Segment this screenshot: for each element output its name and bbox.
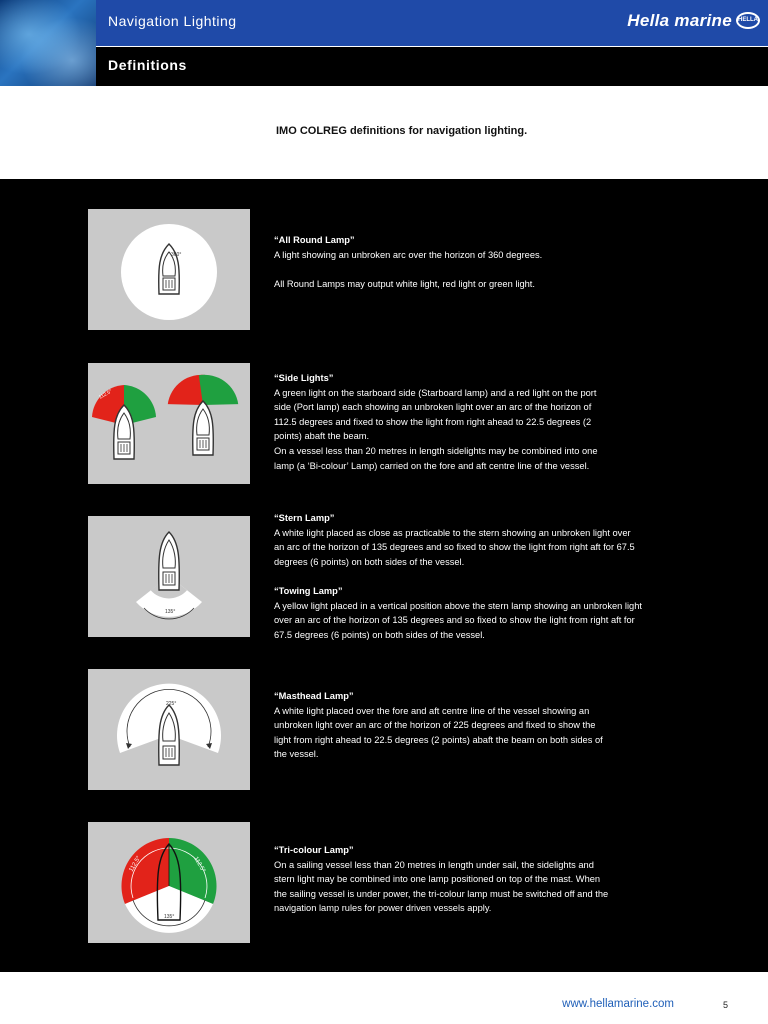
- section-line: the vessel.: [274, 749, 319, 760]
- page-number: 5: [722, 1000, 728, 1010]
- diagram-label: 112.5°: [192, 856, 206, 874]
- stern-lamp-text: [274, 511, 694, 642]
- section-line: light from right ahead to 22.5 degrees (2 points) abaft the beam on both sides of: [274, 734, 603, 745]
- section-line: an arc of the horizon of 135 degrees and so fixed to show the light from right aft for 67.5: [274, 542, 635, 553]
- brand-logo: Hella marine: [627, 11, 732, 30]
- section-line: 112.5 degrees and fixed to show the light from right ahead to 22.5 degrees (2: [274, 416, 592, 427]
- section-line: A white light placed as close as practicable to the stern showing an unbroken light over: [274, 527, 631, 538]
- section-line: 67.5 degrees (6 points) on both sides of the vessel.: [274, 629, 485, 640]
- all-round-text: [274, 233, 694, 291]
- section-line: A light showing an unbroken arc over the horizon of 360 degrees.: [274, 249, 543, 260]
- section-title: “Towing Lamp”: [274, 585, 343, 596]
- section-line: stern light may be combined into one lamp positioned on top of the mast. When: [274, 874, 601, 885]
- section-line: side (Port lamp) each showing an unbroken light over an arc of the horizon of: [274, 402, 592, 413]
- tri-colour-lamp-text: [274, 843, 694, 916]
- section-line: degrees (6 points) on both sides of the vessel.: [274, 556, 465, 567]
- diagram-label: 360°: [171, 252, 182, 258]
- diagram-label: 135°: [165, 609, 176, 615]
- section-title: “All Round Lamp”: [274, 235, 355, 245]
- section-title: “Masthead Lamp”: [274, 691, 354, 701]
- diagram-label: 112.5°: [98, 388, 114, 401]
- header-title: Navigation Lighting: [108, 13, 237, 29]
- hella-badge-icon: HELLA: [736, 12, 760, 29]
- masthead-lamp-diagram: [88, 669, 250, 790]
- section-line: the sailing vessel is under power, the tri-colour lamp must be switched off and the: [274, 888, 609, 899]
- masthead-lamp-text: [274, 689, 694, 762]
- section-line: A green light on the starboard side (Starboard lamp) and a red light on the port: [274, 387, 597, 398]
- section-line: A white light placed over the fore and aft centre line of the vessel showing an: [274, 705, 590, 716]
- diagram-label: 135°: [164, 914, 175, 920]
- header-photo: [0, 0, 96, 86]
- side-lights-diagram: [88, 363, 250, 484]
- section-line: over an arc of the horizon of 135 degrees and so fixed to show the light from right aft for: [274, 615, 635, 626]
- section-line: All Round Lamps may output white light, red light or green light.: [274, 278, 535, 289]
- footer-website-link[interactable]: www.hellamarine.com: [562, 998, 674, 1010]
- subheader-bar: [96, 47, 768, 86]
- tri-colour-lamp-diagram: [88, 822, 250, 943]
- section-title: “Stern Lamp”: [274, 513, 335, 523]
- page-subtitle: Definitions: [108, 57, 187, 73]
- section-line: unbroken light over an arc of the horizon of 225 degrees and fixed to show the: [274, 720, 596, 731]
- section-line: points) abaft the beam.: [274, 431, 370, 442]
- section-title: “Tri-colour Lamp”: [274, 845, 354, 855]
- section-line: On a sailing vessel less than 20 metres in length under sail, the sidelights and: [274, 859, 594, 870]
- diagram-label: 112.5°: [128, 855, 143, 873]
- stern-lamp-diagram: [88, 516, 250, 637]
- all-round-diagram: [88, 209, 250, 330]
- section-line: lamp (a ‘Bi-colour’ Lamp) carried on the fore and aft centre line of the vessel.: [274, 460, 590, 471]
- section-line: navigation lamp rules for power driven vessels apply.: [274, 903, 492, 914]
- section-title: “Side Lights”: [274, 373, 334, 383]
- intro-text: IMO COLREG definitions for navigation lighting.: [276, 125, 528, 137]
- side-lights-text: [274, 371, 694, 473]
- diagram-label: 225°: [166, 701, 177, 707]
- section-line: A yellow light placed in a vertical position above the stern lamp showing an unbroken light: [274, 600, 642, 611]
- section-line: On a vessel less than 20 metres in length sidelights may be combined into one: [274, 445, 598, 456]
